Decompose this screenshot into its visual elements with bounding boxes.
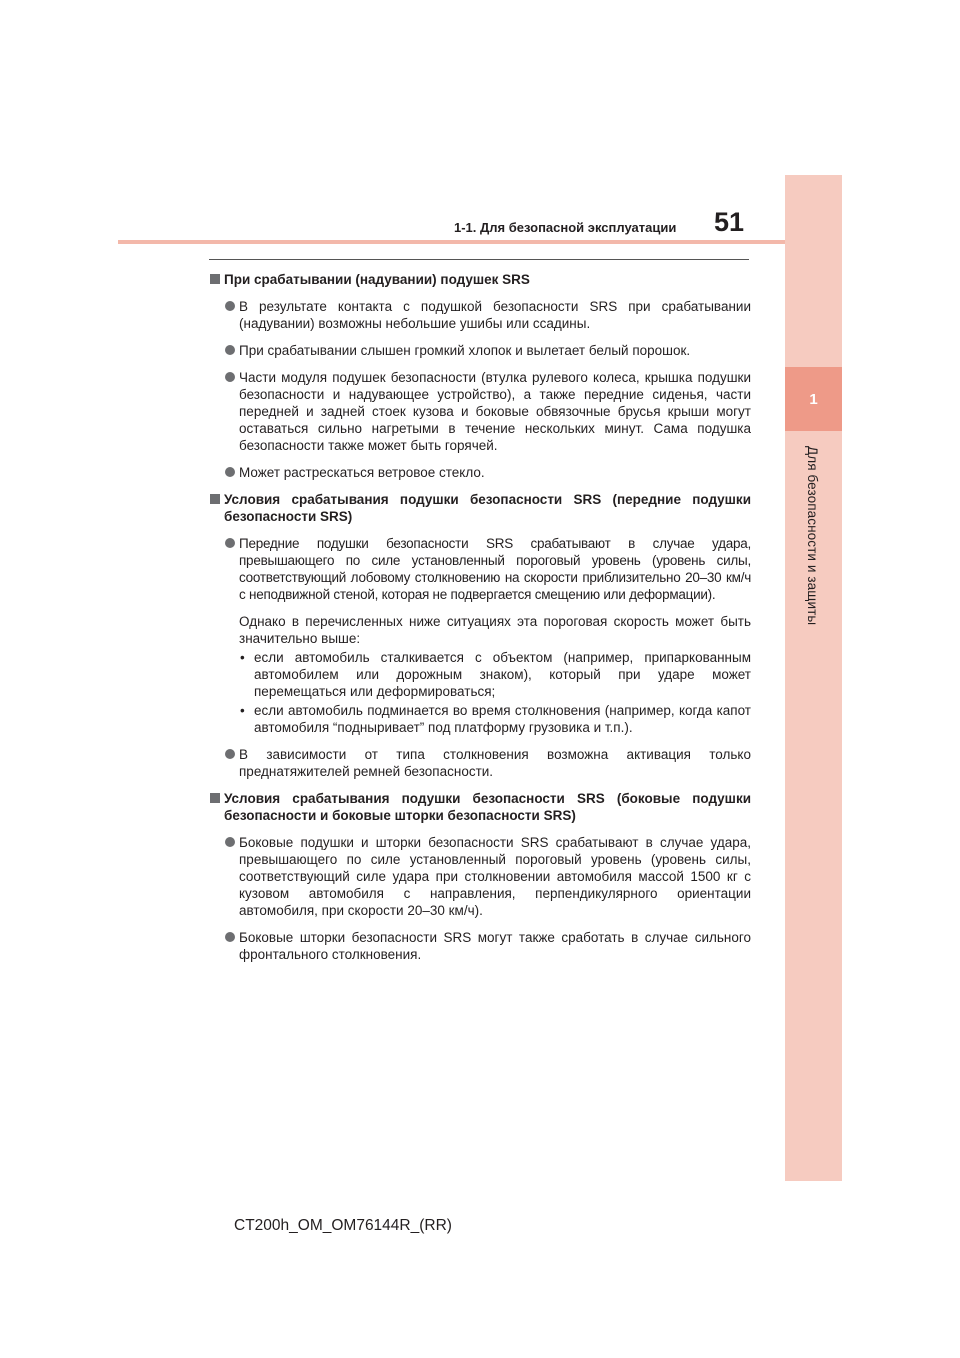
list-item: Боковые шторки безопасности SRS могут также сработать в случае сильного фронтального столкновения. bbox=[209, 929, 751, 963]
square-bullet-icon bbox=[210, 274, 220, 284]
circle-bullet-icon bbox=[225, 467, 235, 477]
circle-bullet-icon bbox=[225, 345, 235, 355]
list-item: В результате контакта с подушкой безопасности SRS при срабатывании (надувании) возможны небольшие ушибы или ссадины. bbox=[209, 298, 751, 332]
circle-bullet-icon bbox=[225, 837, 235, 847]
circle-bullet-icon bbox=[225, 749, 235, 759]
side-tab-bar bbox=[785, 175, 842, 1181]
circle-bullet-icon bbox=[225, 301, 235, 311]
circle-bullet-icon bbox=[225, 538, 235, 548]
list-item: При срабатывании слышен громкий хлопок и вылетает белый порошок. bbox=[209, 342, 751, 359]
section-heading: Условия срабатывания подушки безопасности SRS (передние подушки безопасности SRS) bbox=[209, 491, 751, 525]
section-heading: Условия срабатывания подушки безопасности SRS (боковые подушки безопасности и боковые шторки безопасности SRS) bbox=[209, 790, 751, 824]
list-item: В зависимости от типа столкновения возможна активация только преднатяжителей ремней безопасности. bbox=[209, 746, 751, 780]
list-item: Боковые подушки и шторки безопасности SRS срабатывают в случае удара, превышающего по силе установленный пороговый уровень (уровень силы, соответствующий силе удара при столкновении автомобиля массой 1500 кг с кузовом автомобиля с направления, перпендикулярного ориентации автомобиля, при скорости 20–30 км/ч). bbox=[209, 834, 751, 919]
circle-bullet-icon bbox=[225, 932, 235, 942]
footer-code: CT200h_OM_OM76144R_(RR) bbox=[234, 1217, 452, 1234]
list-item: Может растрескаться ветровое стекло. bbox=[209, 464, 751, 481]
circle-bullet-icon bbox=[225, 372, 235, 382]
square-bullet-icon bbox=[210, 494, 220, 504]
sub-list-item: • если автомобиль подминается во время столкновения (например, когда капот автомобиля “подныривает” под платформу грузовика и т.п.). bbox=[240, 703, 751, 735]
list-item: Части модуля подушек безопасности (втулка рулевого колеса, крышка подушки безопасности и надувающее устройство), а также передние сиденья, части передней и задней стоек кузова и боковые обвязочные брусья крыши могут оставаться сильно нагретыми в течение нескольких минут. Сама подушка безопасности также может быть горячей. bbox=[209, 369, 751, 454]
square-bullet-icon bbox=[210, 793, 220, 803]
chapter-number-tab: 1 bbox=[785, 367, 842, 431]
sub-list-item: • если автомобиль сталкивается с объектом (например, припаркованным автомобилем или дорожным знаком), который при ударе может перемещаться или деформироваться; bbox=[240, 650, 751, 699]
content-rule bbox=[209, 259, 749, 260]
dot-mark: • bbox=[240, 703, 245, 718]
dot-mark: • bbox=[240, 650, 245, 665]
chapter-title-vertical: Для безопасности и защиты bbox=[805, 446, 820, 626]
list-item: Передние подушки безопасности SRS срабатывают в случае удара, превышающего по силе установленный пороговый уровень (уровень силы, соответствующий лобовому столкновению на скорости приблизительно 20–30 км/ч с неподвижной стеной, которая не подвергается смещению или деформации). bbox=[209, 535, 751, 603]
section-heading: При срабатывании (надувании) подушек SRS bbox=[209, 271, 751, 288]
page-content bbox=[209, 271, 751, 963]
paragraph: Однако в перечисленных ниже ситуациях эта пороговая скорость может быть значительно выше: bbox=[239, 614, 751, 646]
header-line bbox=[118, 240, 785, 244]
page-number: 51 bbox=[714, 207, 745, 237]
section-title: 1-1. Для безопасной эксплуатации bbox=[454, 220, 677, 235]
